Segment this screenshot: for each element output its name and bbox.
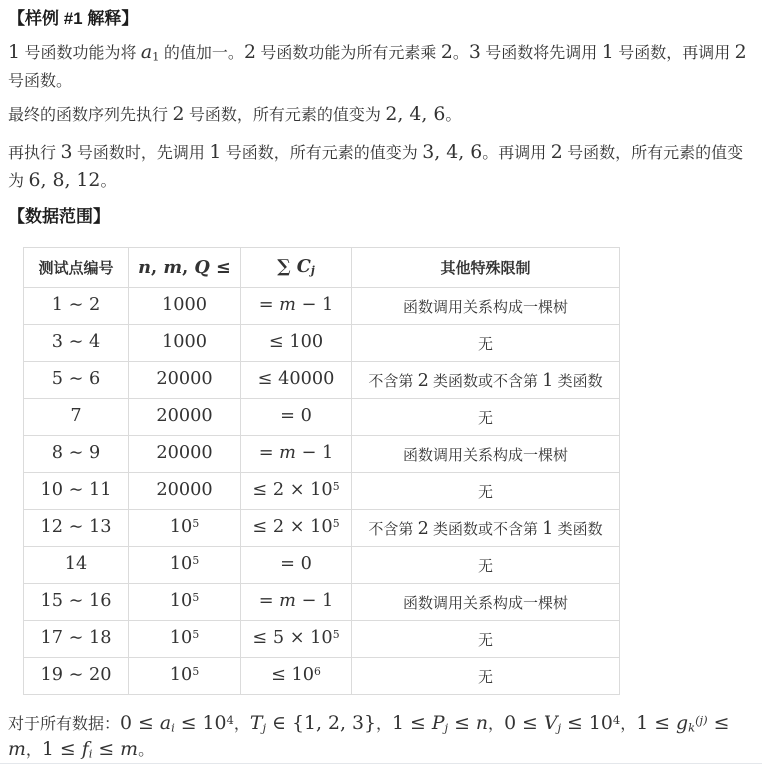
text-run: m <box>279 443 296 464</box>
table-cell <box>352 288 620 325</box>
text-run: 1 ≤ <box>41 738 82 760</box>
table-header-cell <box>352 248 620 288</box>
text-run: 号函数时，先调用 <box>72 145 210 162</box>
text-run: 10 ∼ 11 <box>40 480 112 501</box>
text-run: 3, 4, 6 <box>422 141 483 163</box>
text-run: = <box>258 443 280 464</box>
table-head <box>24 248 620 288</box>
text-run: 函数调用关系构成一棵树 <box>402 446 568 464</box>
table-cell <box>352 547 620 584</box>
text-run: 2 <box>243 41 256 63</box>
text-run: 不含第 <box>368 520 418 538</box>
text-run: 最终的函数序列先执行 <box>8 107 173 124</box>
text-run: 号函数将先调用 <box>480 45 602 62</box>
text-run: 号函数，再调用 <box>613 45 735 62</box>
text-run: 1 <box>542 518 554 539</box>
text-run: i <box>171 720 175 735</box>
text-run: 5 <box>192 591 200 605</box>
text-run: a <box>159 712 172 734</box>
table-cell <box>352 510 620 547</box>
text-run: 。 <box>100 173 117 190</box>
table-cell <box>129 473 241 510</box>
text-run: 无 <box>477 483 493 501</box>
text-run: P <box>431 712 445 734</box>
bottom-divider <box>0 763 762 764</box>
sample-paragraph-3 <box>8 140 754 196</box>
text-run: ≤ <box>209 256 231 278</box>
table-cell <box>241 288 352 325</box>
data-range-heading: 【数据范围】 <box>8 207 110 226</box>
text-run: 1 <box>601 41 614 63</box>
text-run: 3 <box>60 141 73 163</box>
text-run: 20000 <box>156 443 213 464</box>
table-cell <box>352 362 620 399</box>
table-row <box>24 362 620 399</box>
table-cell <box>129 436 241 473</box>
text-run: ≤ 10 <box>561 712 613 734</box>
text-run: (j) <box>695 712 708 727</box>
text-run: 10 <box>169 628 193 649</box>
text-run: 5 <box>192 628 200 642</box>
text-run: i <box>88 746 93 761</box>
table-cell <box>129 621 241 658</box>
text-run: = <box>258 591 280 612</box>
text-run: 10 <box>169 591 193 612</box>
text-run: 1 <box>209 141 222 163</box>
sample-paragraph-2 <box>8 102 754 130</box>
text-run: V <box>543 712 558 734</box>
text-run: 0 ≤ <box>504 712 544 734</box>
text-run: ∑ <box>277 256 297 278</box>
text-run: 无 <box>477 335 493 353</box>
text-run: 5 <box>192 665 200 679</box>
text-run: 无 <box>477 409 493 427</box>
text-run: 号函数，所有元素的值变为 <box>221 145 423 162</box>
text-run: 2 <box>417 370 429 391</box>
text-run: 20000 <box>156 480 213 501</box>
text-run: 5 <box>192 517 200 531</box>
table-row <box>24 436 620 473</box>
table-row <box>24 510 620 547</box>
text-run: 19 ∼ 20 <box>40 665 112 686</box>
table-cell <box>241 436 352 473</box>
table-cell <box>352 621 620 658</box>
text-run: 。再调用 <box>482 145 551 162</box>
data-range-table <box>23 247 620 695</box>
text-run: C <box>296 256 311 278</box>
text-run: j <box>262 720 267 735</box>
text-run: 对于所有数据： <box>8 716 121 733</box>
text-run: 类函数 <box>553 372 603 390</box>
table-body <box>24 288 620 695</box>
text-run: 2 <box>734 41 747 63</box>
text-run: n <box>138 256 152 278</box>
text-run: 2, 4, 6 <box>385 103 446 125</box>
text-run: 5 <box>332 480 340 494</box>
text-run: 其他特殊限制 <box>440 260 531 277</box>
text-run: ， <box>376 716 393 733</box>
text-run: 8 ∼ 9 <box>51 443 101 464</box>
table-cell <box>241 547 352 584</box>
text-run: n <box>475 712 489 734</box>
table-cell <box>129 658 241 695</box>
text-run: ∈ {1, 2, 3} <box>266 712 376 734</box>
text-run: 5 <box>192 554 200 568</box>
text-run: 1 ∼ 2 <box>51 295 101 316</box>
text-run: 的值加一。 <box>159 45 244 62</box>
text-run: 17 ∼ 18 <box>40 628 112 649</box>
text-run: ≤ 2 × 10 <box>252 517 333 538</box>
table-row <box>24 547 620 584</box>
text-run: 5 <box>332 628 340 642</box>
text-run: 2 <box>440 41 453 63</box>
text-run: 号函数功能为将 <box>20 45 141 62</box>
table-cell <box>241 399 352 436</box>
text-run: 1000 <box>161 332 207 353</box>
table-row <box>24 584 620 621</box>
text-run: 15 ∼ 16 <box>40 591 112 612</box>
table-cell <box>24 510 129 547</box>
text-run: Q <box>194 256 210 278</box>
text-run: 。 <box>452 45 469 62</box>
table-header-cell <box>24 248 129 288</box>
table-cell <box>352 473 620 510</box>
text-run: 无 <box>477 557 493 575</box>
text-run: ≤ 40000 <box>257 369 335 390</box>
text-run: 5 ∼ 6 <box>51 369 101 390</box>
text-run: 类函数或不含第 <box>428 372 543 390</box>
text-run: 1 <box>152 49 160 64</box>
text-run: 号函数。 <box>8 73 73 90</box>
text-run: 。 <box>138 742 155 759</box>
text-run: 10 <box>169 554 193 575</box>
text-run: − 1 <box>295 591 334 612</box>
table-row <box>24 399 620 436</box>
table-header-cell <box>241 248 352 288</box>
text-run: 6 <box>314 665 321 679</box>
table-row <box>24 473 620 510</box>
text-run: ， <box>25 742 42 759</box>
table-cell <box>352 436 620 473</box>
table-cell <box>24 362 129 399</box>
text-run: j <box>444 720 449 735</box>
text-run: = 0 <box>280 406 312 427</box>
text-run: T <box>249 712 263 734</box>
text-run: 20000 <box>156 369 213 390</box>
text-run: = <box>258 295 280 316</box>
text-run: 无 <box>477 668 493 686</box>
table-cell <box>129 325 241 362</box>
text-run: 无 <box>477 631 493 649</box>
table-cell <box>241 621 352 658</box>
text-run: 5 <box>332 517 340 531</box>
text-run: 类函数或不含第 <box>428 520 543 538</box>
text-run: ≤ 100 <box>268 332 324 353</box>
text-run: 函数调用关系构成一棵树 <box>402 594 568 612</box>
table-cell <box>129 584 241 621</box>
text-run: 10 <box>169 665 193 686</box>
text-run: 3 ∼ 4 <box>51 332 101 353</box>
text-run: a <box>140 41 153 63</box>
text-run: 号函数，所有元素的值变为 <box>184 107 386 124</box>
table-cell <box>241 510 352 547</box>
text-run: g <box>676 712 689 734</box>
table-row <box>24 325 620 362</box>
sample-paragraph-1 <box>8 40 754 96</box>
text-run: , <box>182 256 195 278</box>
text-run: 6, 8, 12 <box>28 169 101 191</box>
text-run: ≤ 10 <box>174 712 227 734</box>
table-cell <box>352 399 620 436</box>
sample-explanation-heading: 【样例 #1 解释】 <box>8 9 139 28</box>
text-run: 不含第 <box>368 372 418 390</box>
text-run: ， <box>620 716 637 733</box>
text-run: j <box>557 720 562 735</box>
table-cell <box>24 584 129 621</box>
text-run: 函数调用关系构成一棵树 <box>402 298 568 316</box>
table-cell <box>129 547 241 584</box>
text-run: ≤ 10 <box>271 665 315 686</box>
constraints-paragraph <box>8 712 754 764</box>
text-run: 10 <box>169 517 193 538</box>
text-run: 20000 <box>156 406 213 427</box>
text-run: 2 <box>550 141 563 163</box>
table-row <box>24 288 620 325</box>
table-cell <box>352 325 620 362</box>
text-run: 1 ≤ <box>392 712 432 734</box>
text-run: m <box>163 256 183 278</box>
table-cell <box>241 362 352 399</box>
text-run: j <box>310 264 315 278</box>
table-cell <box>241 658 352 695</box>
text-run: ≤ <box>92 738 121 760</box>
table-cell <box>241 325 352 362</box>
text-run: 测试点编号 <box>38 260 114 277</box>
text-run: 2 <box>417 518 429 539</box>
text-run: − 1 <box>295 295 334 316</box>
text-run: 号函数，所有元素的值变为 <box>8 145 744 190</box>
table-cell <box>129 399 241 436</box>
text-run: 号函数功能为所有元素乘 <box>255 45 441 62</box>
text-run: − 1 <box>295 443 334 464</box>
table-cell <box>24 473 129 510</box>
text-run: 2 <box>172 103 185 125</box>
text-run: 12 ∼ 13 <box>40 517 112 538</box>
table-cell <box>24 621 129 658</box>
text-run: 4 <box>226 712 234 727</box>
text-run: 3 <box>468 41 481 63</box>
text-run: 1 ≤ <box>636 712 676 734</box>
text-run: k <box>688 720 696 735</box>
table-row <box>24 658 620 695</box>
text-run: 再执行 <box>8 145 61 162</box>
table-cell <box>129 510 241 547</box>
table-cell <box>352 584 620 621</box>
table-cell <box>129 288 241 325</box>
table-cell <box>24 658 129 695</box>
text-run: = 0 <box>280 554 312 575</box>
text-run: 1 <box>542 370 554 391</box>
table-cell <box>352 658 620 695</box>
text-run: 0 ≤ <box>120 712 160 734</box>
text-run: 1000 <box>161 295 207 316</box>
table-cell <box>24 325 129 362</box>
text-run: 14 <box>64 554 88 575</box>
table-row <box>24 621 620 658</box>
text-run: 。 <box>445 107 462 124</box>
text-run: ≤ <box>707 712 730 734</box>
text-run: m <box>279 591 296 612</box>
table-cell <box>24 547 129 584</box>
text-run: , <box>151 256 164 278</box>
table-cell <box>24 288 129 325</box>
text-run: f <box>81 738 89 760</box>
text-run: m <box>279 295 296 316</box>
table-header-row <box>24 248 620 288</box>
text-run: ≤ 2 × 10 <box>252 480 333 501</box>
text-run: m <box>8 738 26 760</box>
text-run: ≤ 5 × 10 <box>252 628 333 649</box>
text-run: 类函数 <box>553 520 603 538</box>
table-cell <box>129 362 241 399</box>
text-run: m <box>120 738 139 760</box>
table-cell <box>24 399 129 436</box>
text-run: ≤ <box>448 712 476 734</box>
table-cell <box>241 584 352 621</box>
text-run: 4 <box>612 712 621 727</box>
table-header-cell <box>129 248 241 288</box>
table-cell <box>241 473 352 510</box>
text-run: ， <box>488 716 505 733</box>
text-run: 1 <box>8 41 20 63</box>
table-cell <box>24 436 129 473</box>
text-run: 7 <box>70 406 82 427</box>
text-run: ， <box>233 716 250 733</box>
